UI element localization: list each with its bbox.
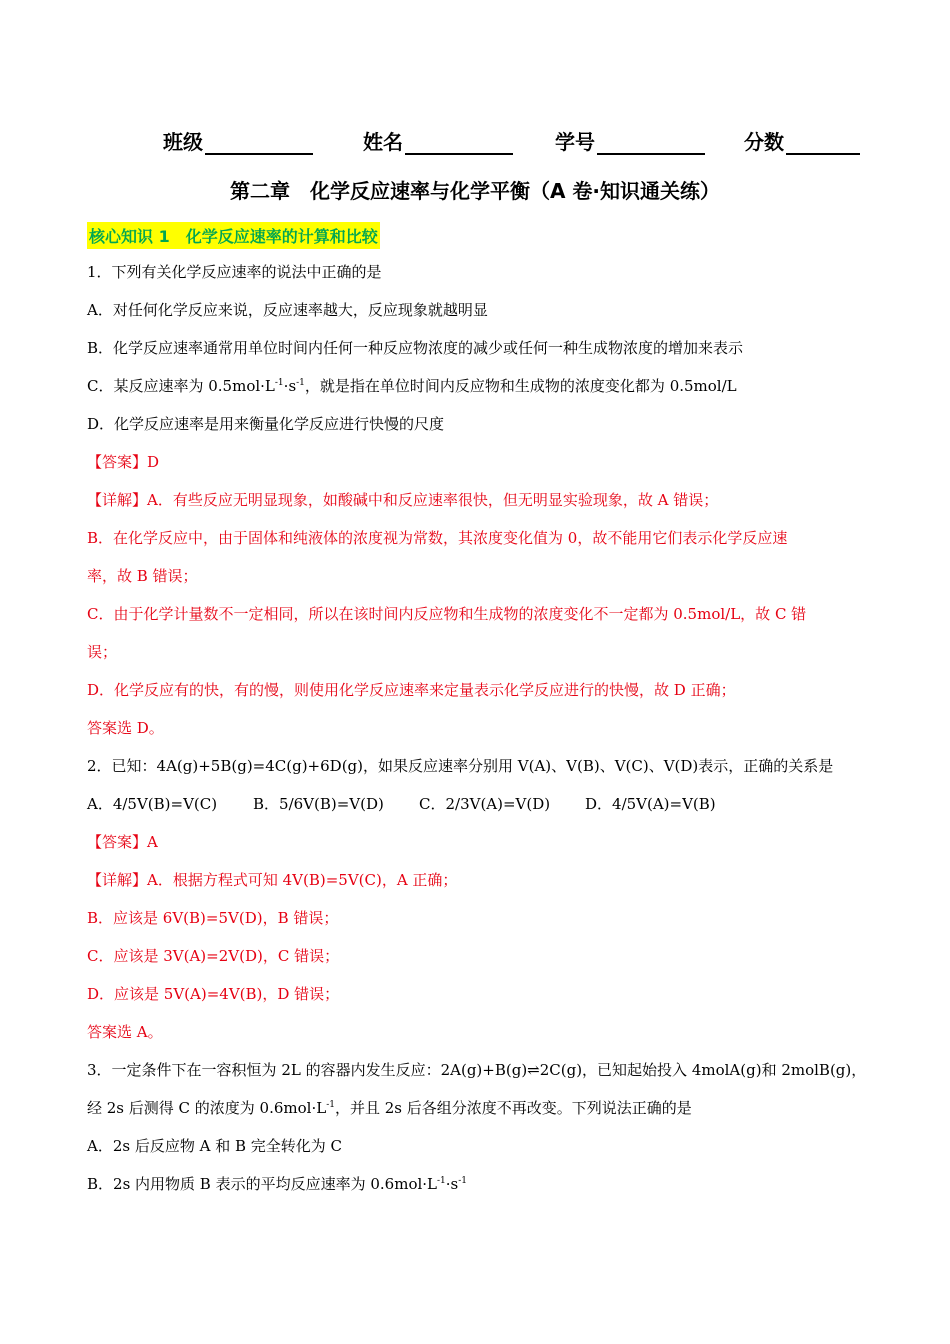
student-info-row (0, 126, 950, 156)
q2-stem: 2．已知：4A(g)+5B(g)=4C(g)+6D(g)，如果反应速率分别用 V(A)、V(B)、V(C)、V(D)表示，正确的关系是 (87, 757, 834, 775)
q3-stem-sup: -1 (326, 1100, 335, 1110)
q2-options (87, 794, 716, 814)
q2-option-d: D．4/5V(A)=V(B) (585, 795, 716, 813)
q1-explanation-a: 【详解】A．有些反应无明显现象，如酸碱中和反应速率很快，但无明显实验现象，故 A 错误； (87, 491, 719, 509)
score-blank[interactable] (786, 131, 860, 155)
student-id-label: 学号 (555, 130, 595, 154)
q1-c-text-2: ·s (283, 377, 297, 395)
q1-c-sup-2: -1 (296, 378, 305, 388)
q1-explanation-b-line2: 率，故 B 错误； (87, 567, 198, 585)
q3-option-b (87, 1174, 467, 1194)
q1-option-c (87, 376, 737, 396)
student-id-blank[interactable] (597, 131, 705, 155)
class-label: 班级 (163, 130, 203, 154)
q2-explanation-c: C．应该是 3V(A)=2V(D)，C 错误； (87, 947, 340, 965)
q1-option-a: A．对任何化学反应来说，反应速率越大，反应现象就越明显 (87, 301, 488, 319)
q3-stem-line1: 3．一定条件下在一容积恒为 2L 的容器内发生反应：2A(g)+B(g)⇌2C(g)，已知起始投入 4molA(g)和 2molB(g)， (87, 1061, 867, 1079)
q3-b-text-2: ·s (445, 1175, 459, 1193)
class-field (163, 126, 313, 155)
q1-c-text-1: C．某反应速率为 0.5mol·L (87, 377, 275, 395)
q1-c-sup-1: -1 (274, 378, 284, 388)
q3-stem-text-1: 经 2s 后测得 C 的浓度为 0.6mol·L (87, 1099, 327, 1117)
q3-stem-text-2: ，并且 2s 后各组分浓度不再改变。下列说法正确的是 (334, 1099, 692, 1117)
q2-answer: 【答案】A (87, 833, 158, 851)
q2-option-b: B．5/6V(B)=V(D) (253, 795, 384, 813)
q3-stem-line2 (87, 1098, 692, 1118)
q1-conclusion: 答案选 D。 (87, 719, 164, 737)
q2-explanation-a: 【详解】A．根据方程式可知 4V(B)=5V(C)，A 正确； (87, 871, 458, 889)
q1-option-b: B．化学反应速率通常用单位时间内任何一种反应物浓度的减少或任何一种生成物浓度的增加来表示 (87, 339, 744, 357)
q1-explanation-b-line1: B．在化学反应中，由于固体和纯液体的浓度视为常数，其浓度变化值为 0，故不能用它们表示化学反应速 (87, 529, 788, 547)
score-label: 分数 (744, 130, 784, 154)
q2-explanation-d: D．应该是 5V(A)=4V(B)，D 错误； (87, 985, 340, 1003)
q1-c-text-3: ，就是指在单位时间内反应物和生成物的浓度变化都为 0.5mol/L (304, 377, 737, 395)
q3-option-a: A．2s 后反应物 A 和 B 完全转化为 C (87, 1137, 343, 1155)
class-blank[interactable] (205, 131, 313, 155)
q2-option-c: C．2/3V(A)=V(D) (419, 795, 551, 813)
q3-b-sup-1: -1 (437, 1176, 446, 1186)
section-heading: 核心知识 1 化学反应速率的计算和比较 (87, 222, 380, 249)
q1-option-d: D．化学反应速率是用来衡量化学反应进行快慢的尺度 (87, 415, 445, 433)
name-blank[interactable] (405, 131, 513, 155)
q3-b-text-1: B．2s 内用物质 B 表示的平均反应速率为 0.6mol·L (87, 1175, 437, 1193)
q3-b-sup-2: -1 (458, 1176, 468, 1186)
q1-stem: 1．下列有关化学反应速率的说法中正确的是 (87, 263, 382, 281)
q1-answer: 【答案】D (87, 453, 160, 471)
name-field (363, 126, 513, 155)
q2-conclusion: 答案选 A。 (87, 1023, 163, 1041)
student-id-field (555, 126, 705, 155)
q2-option-a: A．4/5V(B)=V(C) (87, 795, 218, 813)
q1-explanation-c-line2: 误； (87, 643, 118, 661)
q1-explanation-c-line1: C．由于化学计量数不一定相同，所以在该时间内反应物和生成物的浓度变化不一定都为 0.5mol/L，故 C 错 (87, 605, 807, 623)
q1-explanation-d: D．化学反应有的快，有的慢，则使用化学反应速率来定量表示化学反应进行的快慢，故 D 正确； (87, 681, 736, 699)
score-field (744, 126, 860, 155)
name-label: 姓名 (363, 130, 403, 154)
q2-explanation-b: B．应该是 6V(B)=5V(D)，B 错误； (87, 909, 339, 927)
page-title: 第二章 化学反应速率与化学平衡（A 卷·知识通关练） (229, 179, 721, 203)
